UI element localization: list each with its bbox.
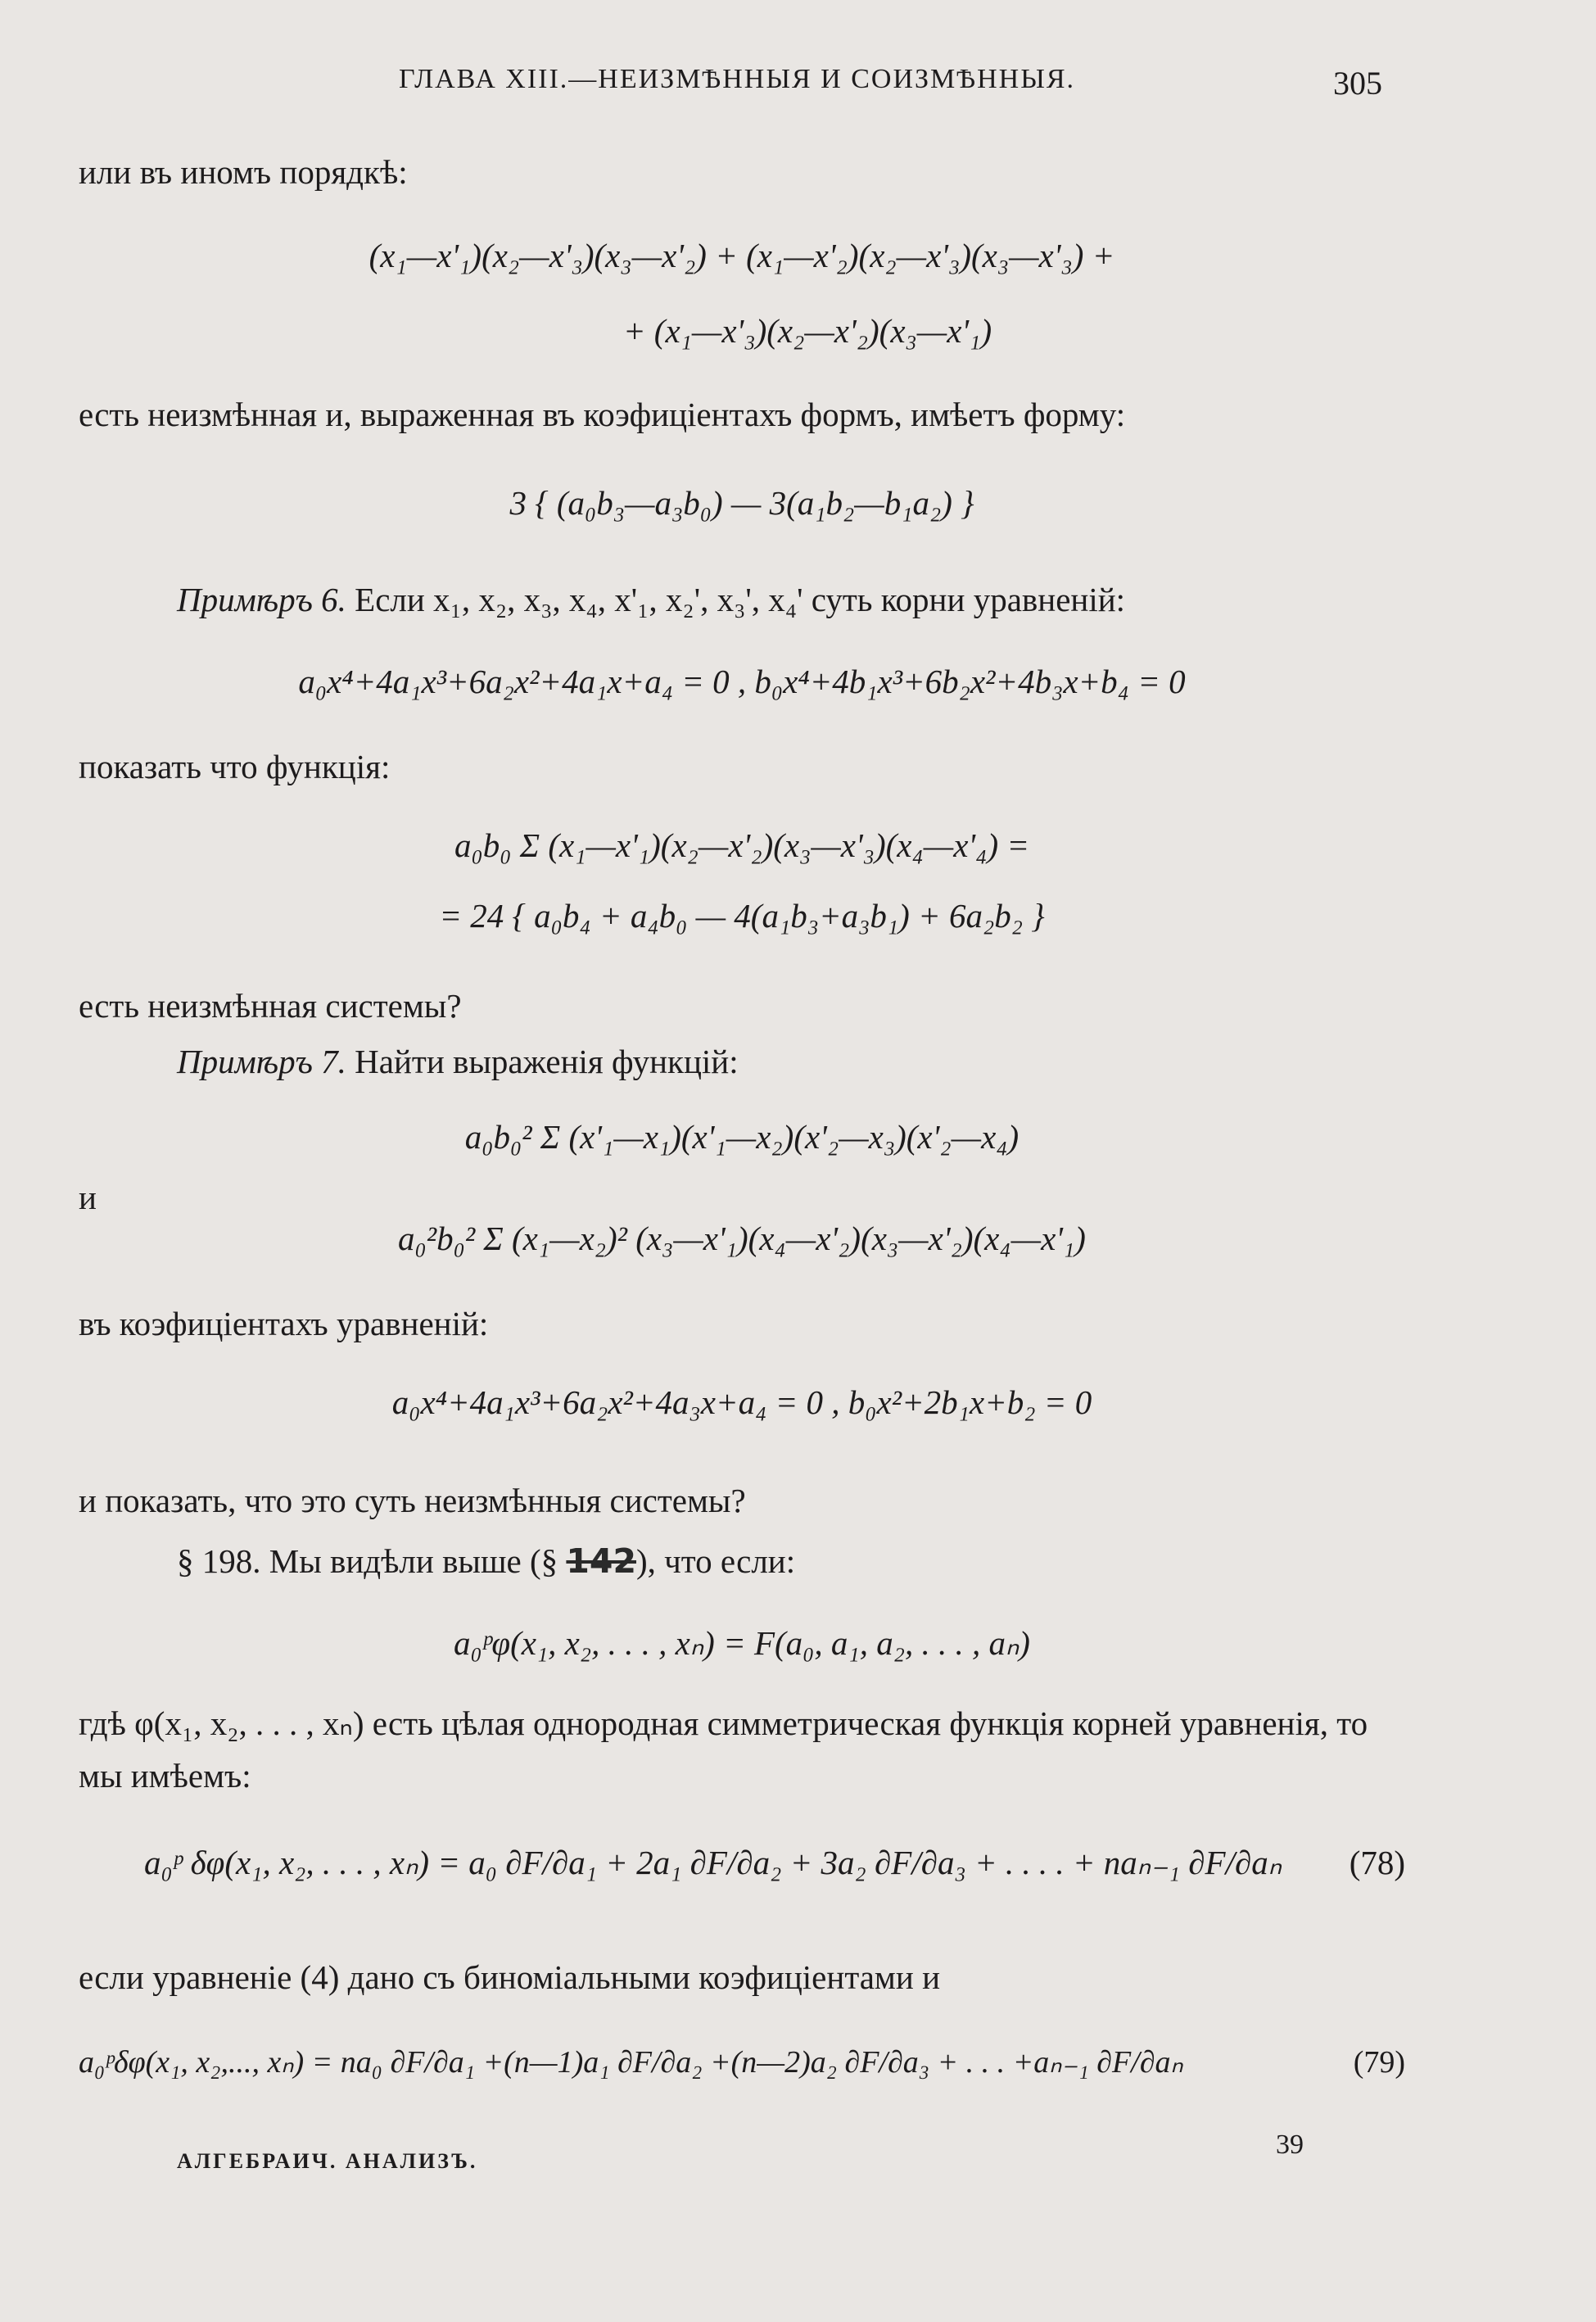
example-6 bbox=[79, 573, 1405, 626]
section-198 bbox=[79, 1535, 1405, 1587]
example-label: Примѣръ 6. bbox=[177, 581, 346, 618]
text-line: и показать, что это суть неизмѣнныя системы? bbox=[79, 1482, 746, 1519]
equation-2: 3 { (a₀b₃—a₃b₀) — 3(a₁b₂—b₁a₂) } bbox=[509, 484, 974, 522]
text-line: если уравненіе (4) дано съ биноміальными коэфиціентами и bbox=[79, 1958, 941, 1996]
equation-6: a₀²b₀² Σ (x₁—x₂)² (x₃—x'₁)(x₄—x'₂)(x₃—x'₂)(x₄—x'₁) bbox=[398, 1220, 1086, 1257]
equation-body: a₀ᵖ δφ(x₁, x₂, . . . , xₙ) = a₀ ∂F/∂a₁ + 2a₁ ∂F/∂a₂ + 3a₂ ∂F/∂a₃ + . . . . + naₙ₋₁ ∂F/∂aₙ bbox=[144, 1844, 1282, 1881]
text-paragraph: гдѣ φ(x₁, x₂, . . . , xₙ) есть цѣлая однородная симметрическая функція корней уравненія, то мы имѣемъ: bbox=[79, 1704, 1368, 1795]
text-line: и bbox=[79, 1179, 97, 1216]
example-text: Найти выраженія функцій: bbox=[346, 1043, 739, 1080]
section-text: § 198. Мы видѣли выше (§ bbox=[177, 1542, 567, 1580]
page-number: 305 bbox=[1333, 65, 1382, 102]
equation-5: a₀b₀² Σ (x'₁—x₁)(x'₁—x₂)(x'₂—x₃)(x'₂—x₄) bbox=[464, 1118, 1020, 1156]
section-text: ), что если: bbox=[636, 1542, 796, 1580]
example-text: Если x₁, x₂, x₃, x₄, x'₁, x₂', x₃', x₄' суть корни уравненій: bbox=[346, 581, 1126, 618]
equation-number: (78) bbox=[1349, 1844, 1405, 1881]
text-line: показать что функція: bbox=[79, 748, 391, 785]
equation-8: a₀ᵖφ(x₁, x₂, . . . , xₙ) = F(a₀, a₁, a₂, . . . , aₙ) bbox=[454, 1624, 1030, 1662]
text-line: въ коэфиціентахъ уравненій: bbox=[79, 1305, 489, 1342]
example-7 bbox=[79, 1035, 1405, 1088]
text-line: есть неизмѣнная и, выраженная въ коэфиціентахъ формъ, имѣетъ форму: bbox=[79, 396, 1126, 433]
equation-7: a₀x⁴+4a₁x³+6a₂x²+4a₃x+a₄ = 0 , b₀x²+2b₁x+b₂ = 0 bbox=[391, 1383, 1092, 1421]
equation-1a: (x₁—x'₁)(x₂—x'₃)(x₃—x'₂) + (x₁—x'₂)(x₂—x'₃)(x₃—x'₃) + bbox=[368, 237, 1115, 274]
handwritten-correction: 142 bbox=[566, 1541, 636, 1581]
footer-signature: АЛГЕБРАИЧ. АНАЛИЗЪ. bbox=[177, 2149, 478, 2173]
equation-4b: = 24 { a₀b₄ + a₄b₀ — 4(a₁b₃+a₃b₁) + 6a₂b₂ } bbox=[439, 897, 1045, 935]
example-label: Примѣръ 7. bbox=[177, 1043, 346, 1080]
equation-3: a₀x⁴+4a₁x³+6a₂x²+4a₁x+a₄ = 0 , b₀x⁴+4b₁x³+6b₂x²+4b₃x+b₄ = 0 bbox=[298, 663, 1186, 700]
signature-mark: 39 bbox=[1276, 2130, 1304, 2160]
equation-body: a₀ᵖδφ(x₁, x₂,..., xₙ) = na₀ ∂F/∂a₁ +(n—1)a₁ ∂F/∂a₂ +(n—2)a₂ ∂F/∂a₃ + . . . +aₙ₋₁ ∂F/∂aₙ bbox=[79, 2045, 1183, 2080]
running-header: ГЛАВА XIII.—НЕИЗМѢННЫЯ И СОИЗМѢННЫЯ. bbox=[398, 64, 1076, 94]
equation-number: (79) bbox=[1353, 2045, 1405, 2080]
equation-9 bbox=[79, 1836, 1405, 1889]
equation-1b: + (x₁—x'₃)(x₂—x'₂)(x₃—x'₁) bbox=[622, 312, 992, 350]
text-line: есть неизмѣнная системы? bbox=[79, 987, 462, 1025]
equation-4a: a₀b₀ Σ (x₁—x'₁)(x₂—x'₂)(x₃—x'₃)(x₄—x'₄) = bbox=[454, 826, 1030, 864]
equation-10 bbox=[79, 2036, 1405, 2089]
text-line: или въ иномъ порядкѣ: bbox=[79, 153, 408, 191]
